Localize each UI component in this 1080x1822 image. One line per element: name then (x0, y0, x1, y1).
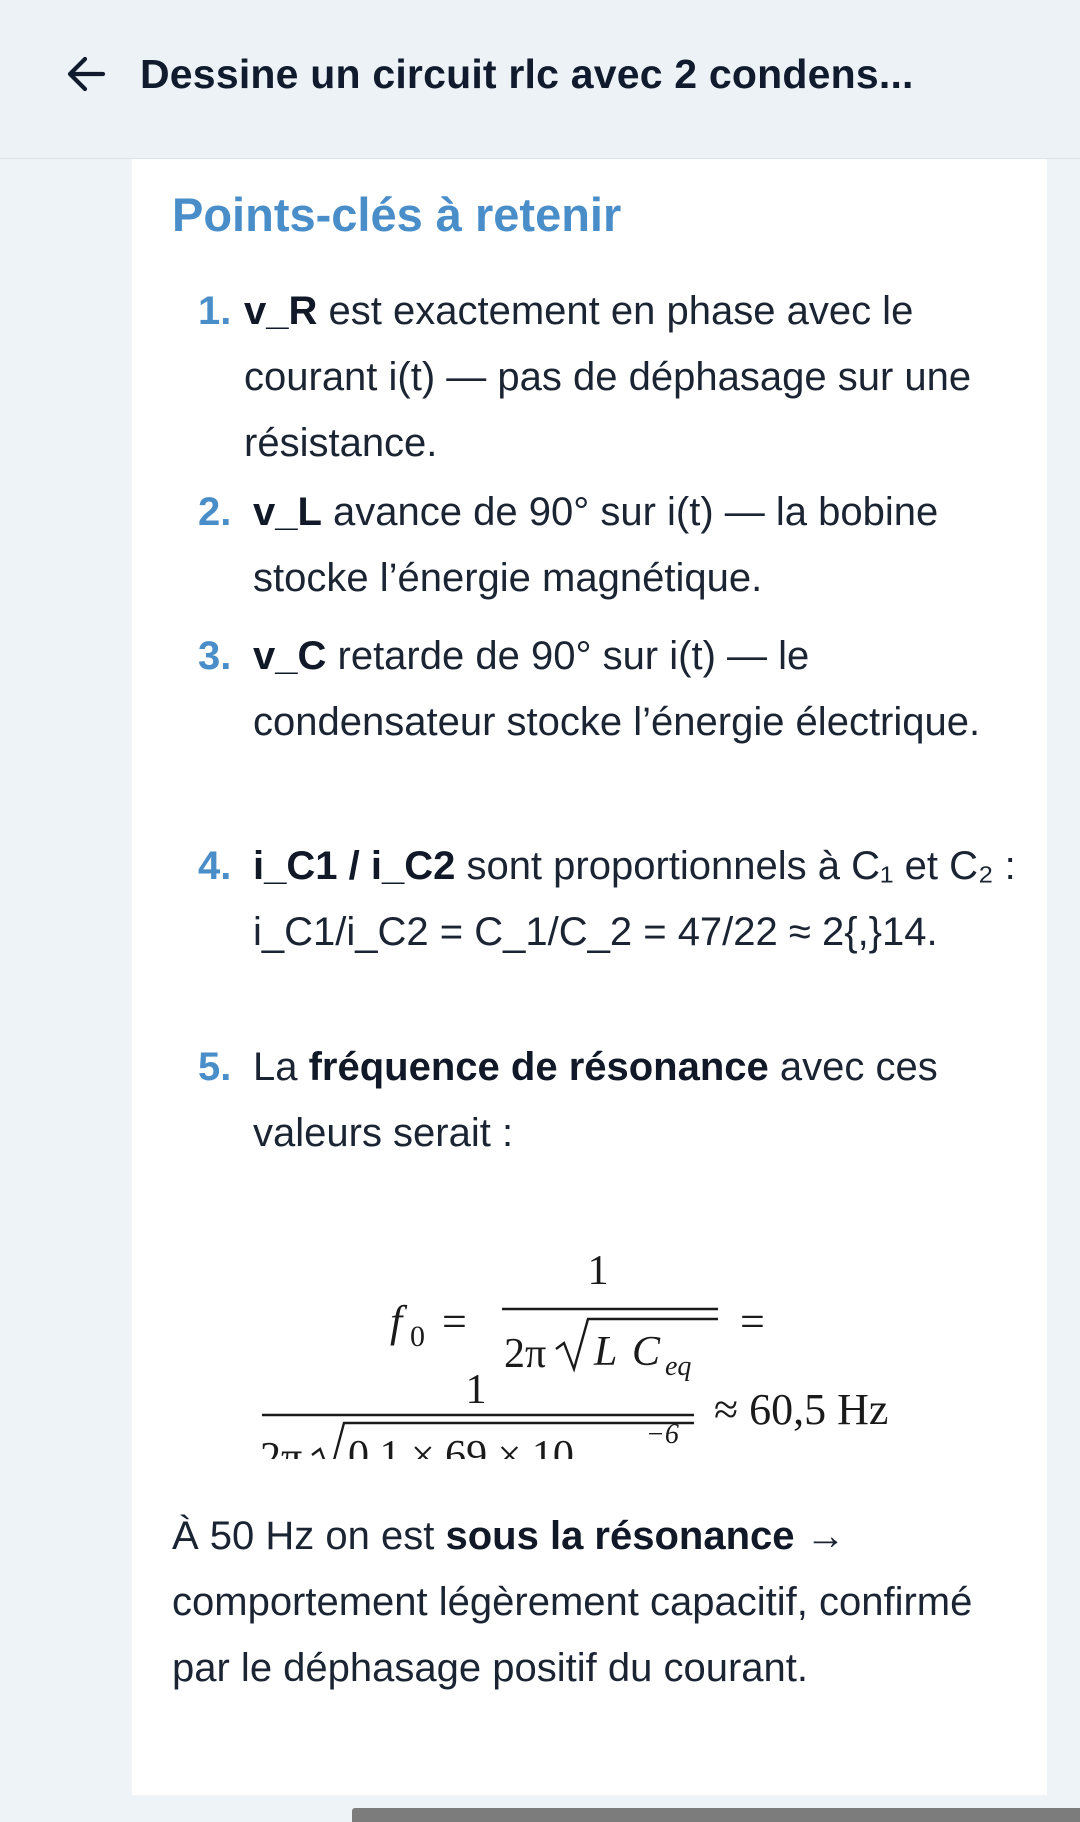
formula-svg (132, 1219, 1047, 1459)
item-text: avec ces valeurs serait : (253, 1045, 938, 1155)
message-card (132, 159, 1047, 1795)
item-text: avance de 90° sur i(t) — la bobine stocke l’énergie magnétique. (253, 490, 939, 600)
conclusion-paragraph (172, 1503, 1012, 1701)
conversation-title: Dessine un circuit rlc avec 2 condens... (140, 51, 914, 97)
inductance-symbol: L (594, 1329, 618, 1375)
conclusion-pre: À 50 Hz on est (172, 1514, 446, 1558)
approx-result: ≈ 60,5 Hz (714, 1385, 889, 1434)
resonance-formula (132, 1219, 1047, 1459)
list-item (198, 623, 1038, 755)
term-bold: v_R (244, 289, 318, 333)
list-number: 4. (198, 844, 232, 888)
list-item (198, 833, 1038, 965)
term-bold: v_L (253, 490, 322, 534)
conclusion-bold: sous la résonance (445, 1514, 795, 1558)
list-number: 1. (198, 289, 232, 333)
list-number: 2. (198, 490, 232, 534)
two-pi-2: 2π (260, 1435, 303, 1459)
list-item (198, 1034, 1038, 1166)
list-number: 3. (198, 634, 232, 678)
fraction-numerator: 1 (587, 1248, 609, 1294)
back-button[interactable] (56, 44, 116, 104)
equals-sign-2: = (740, 1297, 765, 1346)
list-item (198, 278, 1038, 476)
item-text: sont proportionnels à C₁ et C₂ : i_C1/i_C2 = C_1/C_2 = 47/22 ≈ 2{,}14. (253, 844, 1016, 954)
f0-symbol: f (390, 1297, 403, 1346)
term-bold: v_C (253, 634, 327, 678)
exponent: −6 (646, 1419, 679, 1450)
conclusion-post: → comportement légèrement capacitif, confirmé par le déphasage positif du courant. (172, 1514, 973, 1690)
term-bold: fréquence de résonance (308, 1045, 769, 1089)
equals-sign: = (442, 1297, 467, 1346)
f0-subscript: 0 (410, 1320, 425, 1353)
capacitance-symbol: C (632, 1329, 661, 1375)
top-bar (0, 0, 1080, 159)
list-number: 5. (198, 1045, 232, 1089)
arrow-left-icon (63, 51, 109, 97)
list-item (198, 479, 1038, 611)
item-text: retarde de 90° sur i(t) — le condensateur stocke l’énergie électrique. (253, 634, 981, 744)
section-heading: Points-clés à retenir (172, 188, 622, 241)
term-bold: i_C1 / i_C2 (253, 844, 456, 888)
item-text-pre: La (253, 1045, 309, 1089)
numeric-expression: 0,1 × 69 × 10 (348, 1433, 574, 1459)
horizontal-scrollbar[interactable] (352, 1808, 1080, 1822)
two-pi: 2π (504, 1331, 547, 1377)
item-text: est exactement en phase avec le courant i(t) — pas de déphasage sur une résistance. (244, 289, 972, 465)
fraction-numerator-2: 1 (465, 1367, 487, 1413)
capacitance-subscript: eq (665, 1351, 692, 1382)
